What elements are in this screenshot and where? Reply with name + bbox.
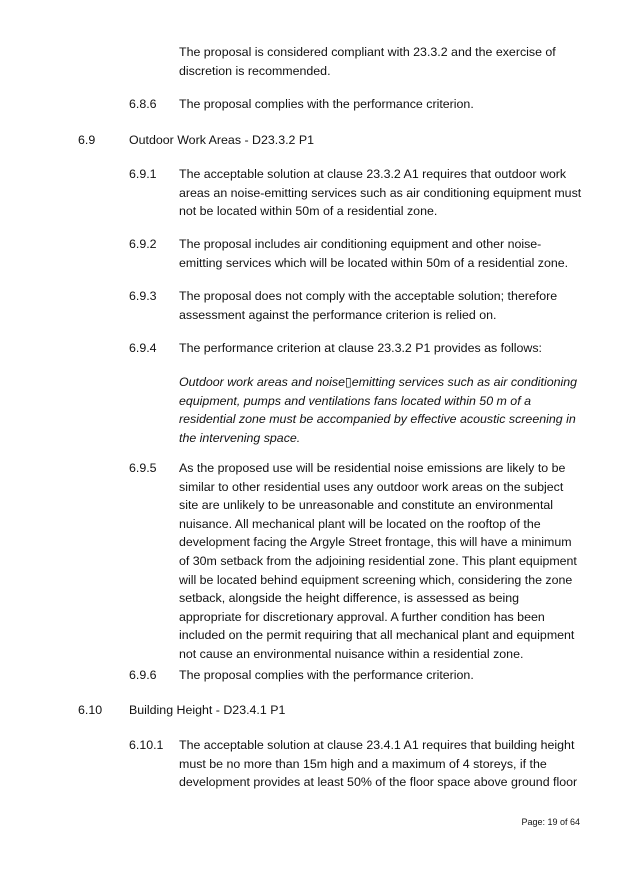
paragraph-number: 6.9.1 bbox=[129, 167, 157, 181]
paragraph-text: As the proposed use will be residential noise emissions are likely to be similar to other residential uses any outdoor work areas on the subject site are unlikely to be unreasonable and constitute an environmental nuisance. All mechanical plant will be located on the rooftop of the development facing the Argyle Street frontage, this will have a minimum of 30m setback from the adjoining residential zone. This plant equipment will be located behind equipment screening which, considering the zone setback, alongside the height difference, is assessed as being appropriate for discretionary approval. A further condition has been included on the permit requiring that all mechanical plant and equipment not cause an environmental nuisance within a residential zone. bbox=[179, 461, 577, 661]
intro-paragraph: The proposal is considered compliant with 23.3.2 and the exercise of discretion is recommended. bbox=[179, 45, 556, 78]
paragraph-text: The performance criterion at clause 23.3.2 P1 provides as follows: bbox=[179, 341, 542, 355]
paragraph-number: 6.9.3 bbox=[129, 289, 157, 303]
paragraph-text: The proposal complies with the performance criterion. bbox=[179, 97, 474, 111]
section-number: 6.9 bbox=[78, 133, 96, 147]
paragraph-number: 6.9.5 bbox=[129, 461, 157, 475]
paragraph-number: 6.8.6 bbox=[129, 97, 157, 111]
paragraph-text: The acceptable solution at clause 23.3.2 A1 requires that outdoor work areas an noise-emitting services such as air conditioning equipment must not be located within 50m of a residential zone. bbox=[179, 167, 582, 219]
paragraph-number: 6.9.4 bbox=[129, 341, 157, 355]
section-title: Outdoor Work Areas - D23.3.2 P1 bbox=[129, 133, 315, 147]
page-number-footer: Page: 19 of 64 bbox=[521, 817, 580, 827]
quoted-criterion: Outdoor work areas and noise▯emitting services such as air conditioning equipment, pumps and ventilations fans located within 50 m of a residential zone must be accompanied by effective acoustic screening in the intervening space. bbox=[179, 375, 578, 445]
paragraph-text: The proposal does not comply with the acceptable solution; therefore assessment against the performance criterion is relied on. bbox=[179, 289, 558, 322]
paragraph-number: 6.10.1 bbox=[129, 738, 164, 752]
paragraph-number: 6.9.2 bbox=[129, 237, 157, 251]
section-number: 6.10 bbox=[78, 703, 103, 717]
paragraph-text: The acceptable solution at clause 23.4.1 A1 requires that building height must be no more than 15m high and a maximum of 4 storeys, if the development provides at least 50% of the floor space above ground floor bbox=[179, 738, 578, 790]
section-title: Building Height - D23.4.1 P1 bbox=[129, 703, 286, 717]
paragraph-text: The proposal includes air conditioning equipment and other noise-emitting services which will be located within 50m of a residential zone. bbox=[179, 237, 569, 270]
paragraph-text: The proposal complies with the performance criterion. bbox=[179, 668, 474, 682]
paragraph-number: 6.9.6 bbox=[129, 668, 157, 682]
